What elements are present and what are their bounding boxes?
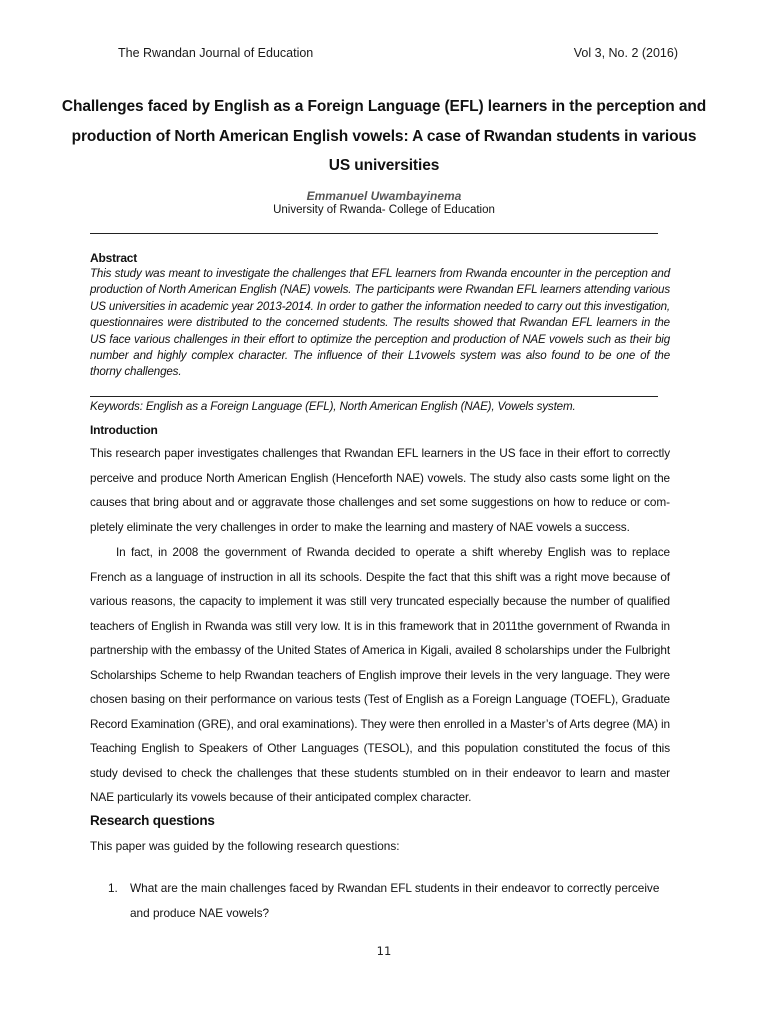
list-item-text: What are the main challenges faced by Rwandan EFL students in their endeavor to correctly perceive and produce NAE vowels? (130, 881, 660, 920)
keywords: Keywords: English as a Foreign Language (EFL), North American English (NAE), Vowels system. (90, 400, 576, 413)
introduction-heading: Introduction (90, 423, 158, 437)
research-questions-list (90, 876, 670, 926)
list-item (90, 876, 670, 926)
author-name: Emmanuel Uwambayinema (306, 189, 462, 203)
divider-top (90, 233, 658, 234)
running-header (118, 46, 678, 62)
divider-bottom (90, 396, 658, 397)
introduction-paragraph-1: This research paper investigates challenges that Rwandan EFL learners in the US face in their effort to correctly perceive and produce North American English (Henceforth NAE) vowels. The study also casts some light on the causes that bring about and or aggravate those challenges and set some suggestions on how to reduce or completely eliminate the very challenges in order to make the learning and mastery of NAE vowels a success. (90, 446, 670, 534)
list-item-number: 1. (108, 881, 118, 895)
article-title: Challenges faced by English as a Foreign Language (EFL) learners in the perception and production of North American English vowels: A case of Rwandan students in various US universities (61, 98, 707, 174)
abstract-heading: Abstract (90, 251, 138, 265)
research-questions-heading: Research questions (90, 813, 215, 828)
volume-info: Vol 3, No. 2 (2016) (573, 46, 678, 60)
introduction-paragraph-2: In fact, in 2008 the government of Rwanda decided to operate a shift whereby English was to replace French as a language of instruction in all its schools. Despite the fact that this shift was a right move because of various reasons, the capacity to implement it was still very truncated especially because the number of qualified teachers of English in Rwanda was still very low. It is in this framework that in 2011the government of Rwanda in partnership with the embassy of the United States of America in Kigali, availed 8 scholarships under the Fulbright Scholarships Scheme to help Rwandan teachers of English improve their levels in the very language. They were chosen basing on their performance on various tests (Test of English as a Foreign Language (TOEFL), Graduate Record Examination (GRE), and oral examinations). They were then enrolled in a Master’s of Arts degree (MA) in Teaching English to Speakers of Other Languages (TESOL), and this population constituted the focus of this study devised to check the challenges that these students stumbled on in their endeavor to learn and master NAE particularly its vowels because of their anticipated complex character. (90, 545, 670, 804)
journal-name: The Rwandan Journal of Education (118, 46, 314, 60)
research-questions-intro: This paper was guided by the following research questions: (90, 839, 400, 853)
author-affiliation: University of Rwanda- College of Education (273, 204, 495, 216)
abstract-body: This study was meant to investigate the challenges that EFL learners from Rwanda encounter in the perception and production of North American English (NAE) vowels. The participants were Rwandan EFL learners attending various US universities in academic year 2013-2014. In order to gather the information needed to carry out this investigation, questionnaires were distributed to the concerned students. The results showed that Rwandan EFL learners in the US face various challenges in their effort to optimize the perception and production of NAE vowels such as their big number and highly complex character. The influence of their L1vowels system was also found to be one of the thorny challenges. (90, 267, 670, 379)
page-number: 11 (376, 944, 392, 958)
